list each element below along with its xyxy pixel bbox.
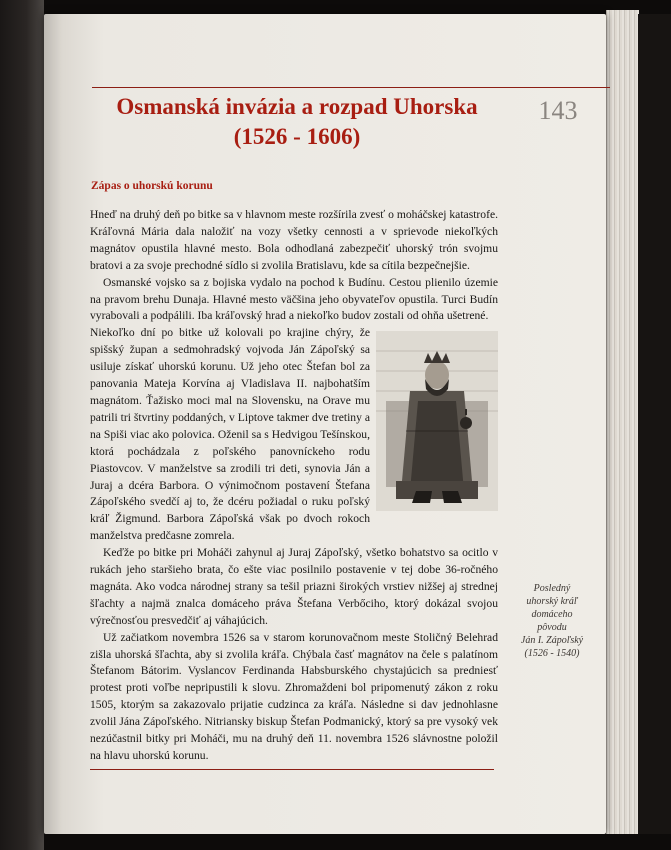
chapter-title-line2: (1526 - 1606) — [233, 124, 361, 149]
paragraph-5: Už začiatkom novembra 1526 sa v starom korunovačnom meste Stoličný Belehrad zišla uhorská šľachta, aby si zvolila kráľa. Chýbala časť magnátov na čele s palatínom Štefanom Bátorim. Vyslancov Ferdinanda Habsburského chystajúcich sa predniesť protest proti voľbe nepripustili k slovu. Zhromaždeni bol pripomenutý zákon z roku 1505, ktorým sa zakazovalo prijatie cudzinca za kráľa. Následne si dav jednohlasne zvolil Jána Zápoľského. Nitriansky biskup Štefan Podmanický, ktorý sa pre vysoký vek nezúčastnil bitky pri Moháči, mu na druhý deň 11. novembra 1526 slávnostne položil na hlavu uhorskú korunu. — [90, 630, 498, 762]
portrait-illustration — [376, 331, 498, 511]
king-portrait-engraving — [376, 331, 498, 511]
paragraph-4: Keďže po bitke pri Moháči zahynul aj Juraj Zápoľský, všetko bohatstvo sa ocitlo v rukách jeho staršieho brata, čo ešte viac posilnilo postavenie v tej dobe 36-ročného magnáta. Ako vodca národnej strany sa tešil priazni širokých vrstiev nižšej aj strednej šľachty a najmä znalca domáceho práva Štefana Verbőciho, ktorý dokázal svojou výrečnosťou presvedčiť aj váhajúcich. — [90, 546, 498, 627]
caption-line: uhorský kráľ — [526, 596, 578, 607]
book-spine-shadow — [0, 0, 44, 850]
paragraph-3: Niekoľko dní po bitke už kolovali po krajine chýry, že spišský župan a sedmohradský vojvoda Ján Zápoľský sa usiluje získať uhorskú korunu. Už jeho otec Štefan bol za panovania Mateja Korvína aj Vladislava II. najbohatším magnátom. Ťažisko moci mal na Slovensku, na Orave mu patrili tri štvrtiny poddaných, v Liptove takmer dve tretiny a na Spiši viac ako polovica. Oženil sa s Hedvigou Tešínskou, ktorá pochádzala z poľského panovníckeho rodu Piastovcov. V manželstve sa zrodili tri deti, synovia Ján a Juraj a dcéra Barbora. O výnimočnom postavení Štefana Zápoľského svedčí aj to, že dcéru požiadal o ruku poľský kráľ Žigmund. Barbora Zápoľská však po dvoch rokoch manželstva predčasne zomrela. — [90, 326, 370, 543]
book-cover-edge — [638, 14, 671, 834]
body-text — [90, 207, 498, 765]
chapter-title-line1: Osmanská invázia a rozpad Uhorska — [116, 94, 478, 119]
bottom-rule — [90, 769, 494, 770]
section-heading: Zápas o uhorskú korunu — [91, 180, 213, 192]
chapter-title — [92, 92, 502, 152]
page-number: 143 — [538, 96, 578, 125]
paragraph-2: Osmanské vojsko sa z bojiska vydalo na pochod k Budínu. Cestou plienilo územie na pravom brehu Dunaja. Hlavné mesto väčšina jeho obyvateľov opustila. Turci Budín vyrabovali a podpálili. Iba kráľovský hrad a niekoľko budov zostali od ohňa ušetrené. — [90, 275, 498, 323]
portrait-caption — [506, 582, 598, 660]
caption-line: Posledný — [533, 583, 571, 594]
caption-line: domáceho — [531, 609, 573, 620]
caption-line: pôvodu — [537, 622, 567, 633]
caption-line: Ján I. Zápoľský — [520, 635, 584, 646]
top-rule — [92, 87, 610, 88]
background-shadow — [44, 834, 671, 850]
page-edges — [606, 10, 639, 838]
caption-line: (1526 - 1540) — [524, 648, 580, 659]
paragraph-1: Hneď na druhý deň po bitke sa v hlavnom meste rozšírila zvesť o moháčskej katastrofe. Kráľovná Mária dala naložiť na vozy všetky cennosti a v sprievode niekoľkých magnátov opustila hlavné mesto. Bola odhodlaná zabezpečiť uhorský trón svojmu bratovi a za svoje prechodné sídlo si zvolila Bratislavu, kde sa cítila bezpečnejšie. — [90, 208, 498, 272]
